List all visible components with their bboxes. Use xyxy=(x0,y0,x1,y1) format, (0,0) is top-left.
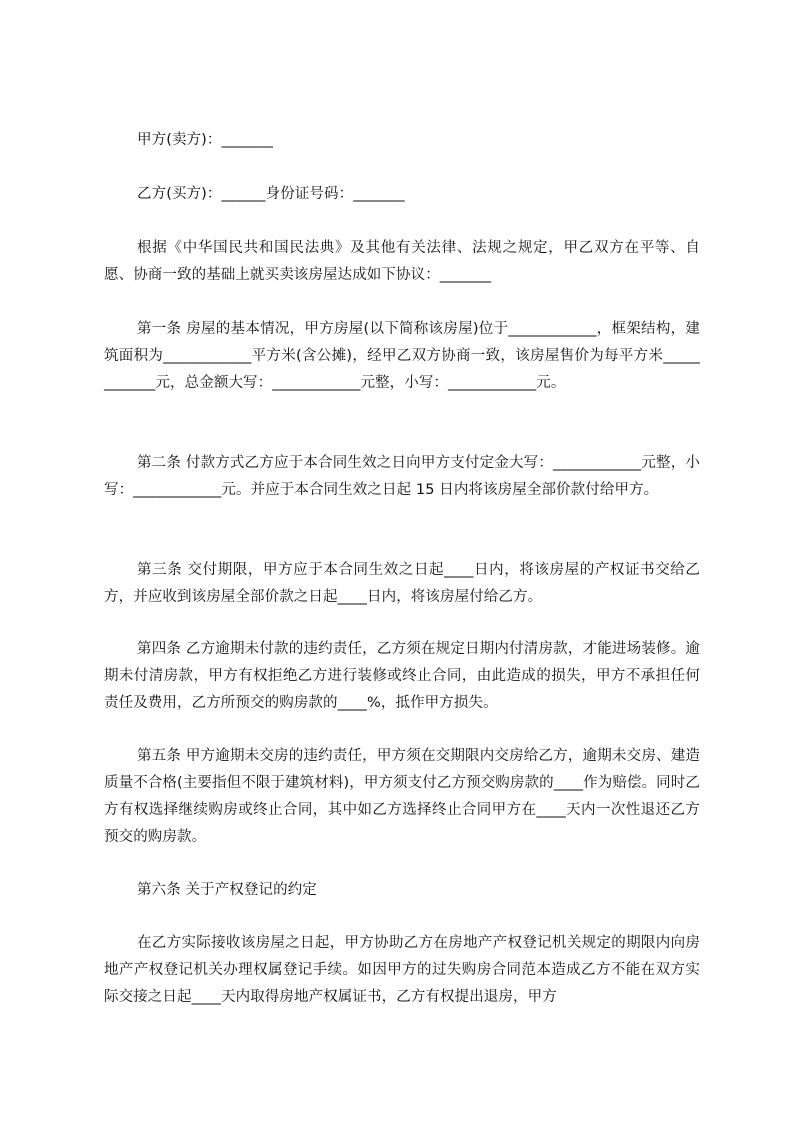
article-6-title: 第六条 关于产权登记的约定 xyxy=(137,882,317,898)
article-3-delivery-deadline: 第三条 交付期限，甲方应于本合同生效之日起____日内，将该房屋的产权证书交给乙方，并应收到该房屋全部价款之日起____日内，将该房屋付给乙方。 xyxy=(104,562,700,605)
article-1-property-info: 第一条 房屋的基本情况，甲方房屋(以下简称该房屋)位于____________，框架结构，建筑面积为____________平方米(含公摊)，经甲乙双方协商一致，该房屋售价为每平方米____________元，总金额大写：____________元整，小写：____________元。 xyxy=(104,321,700,391)
preamble-paragraph: 根据《中华国民共和国民法典》及其他有关法律、法规之规定，甲乙双方在平等、自愿、协商一致的基础上就买卖该房屋达成如下协议：_______ xyxy=(104,240,700,283)
article-5-seller-late-delivery: 第五条 甲方逾期未交房的违约责任，甲方须在交期限内交房给乙方，逾期未交房、建造质量不合格(主要指但不限于建筑材料)，甲方须支付乙方预交购房款的____作为赔偿。同时乙方有权选择继续购房或终止合同，其中如乙方选择终止合同甲方在____天内一次性退还乙方预交的购房款。 xyxy=(104,748,700,845)
article-6-registration-paragraph: 在乙方实际接收该房屋之日起，甲方协助乙方在房地产产权登记机关规定的期限内向房地产产权登记机关办理权属登记手续。如因甲方的过失购房合同范本造成乙方不能在双方实际交接之日起____天内取得房地产权属证书，乙方有权提出退房，甲方 xyxy=(104,935,700,1005)
party-b-buyer-line: 乙方(买方)：______身份证号码：_______ xyxy=(137,186,405,202)
article-4-buyer-late-payment: 第四条 乙方逾期未付款的违约责任，乙方须在规定日期内付清房款，才能进场装修。逾期未付清房款，甲方有权拒绝乙方进行装修或终止合同，由此造成的损失，甲方不承担任何责任及费用，乙方所预交的购房款的____%，抵作甲方损失。 xyxy=(104,641,700,711)
article-2-payment-method: 第二条 付款方式乙方应于本合同生效之日向甲方支付定金大写：____________元整，小写：____________元。并应于本合同生效之日起 15 日内将该房屋全部价款付给甲方。 xyxy=(104,455,700,498)
party-a-seller-line: 甲方(卖方)：_______ xyxy=(137,132,273,148)
